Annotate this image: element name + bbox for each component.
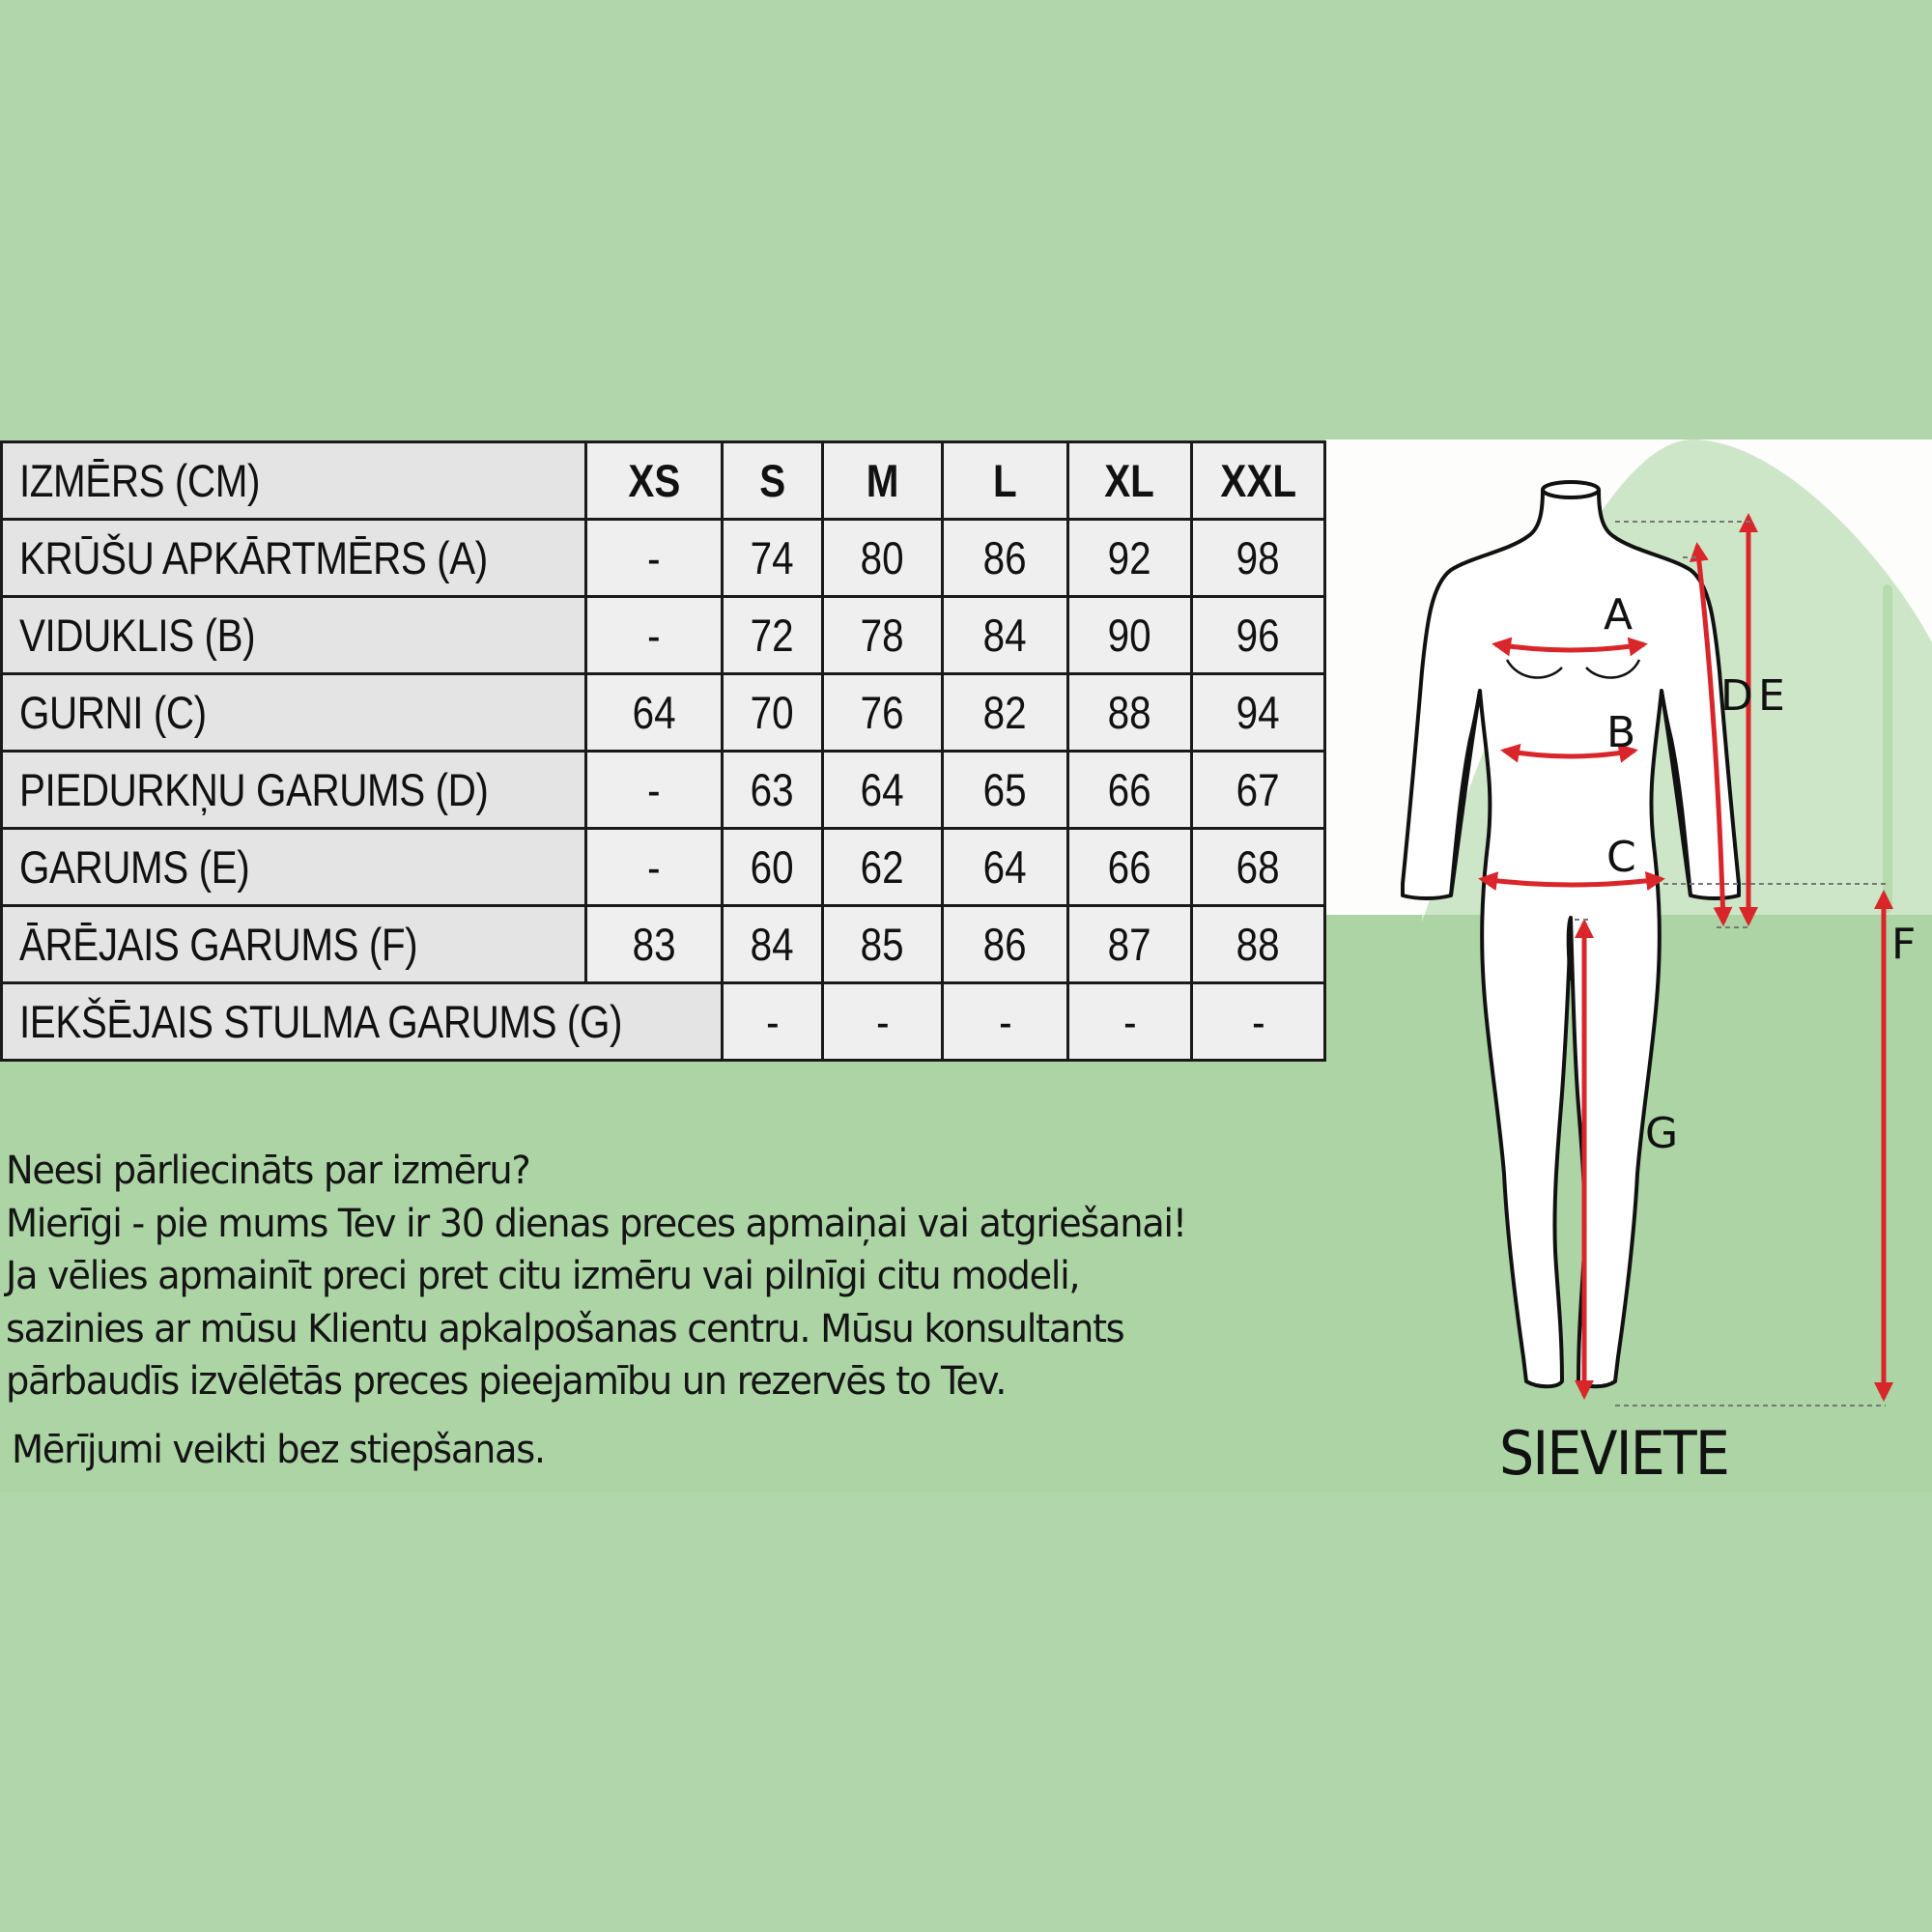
measurement-note: Mērījumi veikti bez stiepšanas.	[12, 1428, 545, 1472]
label-a: A	[1604, 590, 1634, 639]
cell-s: 60	[723, 829, 823, 906]
label-d: D	[1720, 671, 1753, 721]
cell-xs: -	[586, 597, 723, 674]
cell-m: 62	[823, 829, 943, 906]
cell-xxl: 67	[1192, 752, 1325, 829]
cell-m: 64	[823, 752, 943, 829]
figure-caption: SIEVIETE	[1499, 1418, 1729, 1489]
cell-xl: 66	[1068, 829, 1192, 906]
cell-l: -	[943, 983, 1068, 1061]
cell-xs: -	[586, 520, 723, 597]
return-policy-text	[6, 1145, 1236, 1408]
row-label: IEKŠĒJAIS STULMA GARUMS (G)	[2, 983, 723, 1061]
header-size-m: M	[823, 442, 943, 520]
info-line: Mierīgi - pie mums Tev ir 30 dienas preces apmaiņai vai atgriešanai!	[6, 1201, 1186, 1246]
header-size-xxl: XXL	[1192, 442, 1325, 520]
cell-xxl: 94	[1192, 674, 1325, 752]
cell-xl: 88	[1068, 674, 1192, 752]
cell-s: 63	[723, 752, 823, 829]
cell-l: 64	[943, 829, 1068, 906]
header-size-label: IZMĒRS (CM)	[2, 442, 586, 520]
row-label: PIEDURKŅU GARUMS (D)	[2, 752, 586, 829]
table-row-waist	[2, 597, 1325, 674]
cell-l: 84	[943, 597, 1068, 674]
cell-l: 65	[943, 752, 1068, 829]
cell-l: 86	[943, 520, 1068, 597]
cell-m: 76	[823, 674, 943, 752]
cell-xl: 87	[1068, 906, 1192, 983]
row-label: KRŪŠU APKĀRTMĒRS (A)	[2, 520, 586, 597]
cell-xl: -	[1068, 983, 1192, 1061]
label-b: B	[1606, 708, 1636, 757]
cell-xs: 64	[586, 674, 723, 752]
cell-m: 78	[823, 597, 943, 674]
header-size-xs: XS	[586, 442, 723, 520]
cell-l: 86	[943, 906, 1068, 983]
header-size-xl: XL	[1068, 442, 1192, 520]
row-label: VIDUKLIS (B)	[2, 597, 586, 674]
table-row-sleeve-length	[2, 752, 1325, 829]
table-row-inseam	[2, 983, 1325, 1061]
table-row-outer-length	[2, 906, 1325, 983]
header-size-s: S	[723, 442, 823, 520]
cell-s: 84	[723, 906, 823, 983]
decor-bar	[1883, 584, 1892, 913]
row-label: GURNI (C)	[2, 674, 586, 752]
cell-xs: 83	[586, 906, 723, 983]
cell-xl: 66	[1068, 752, 1192, 829]
header-size-l: L	[943, 442, 1068, 520]
info-line: Neesi pārliecināts par izmēru?	[6, 1149, 530, 1193]
info-line: pārbaudīs izvēlētās preces pieejamību un rezervēs to Tev.	[6, 1359, 1007, 1404]
cell-xs: -	[586, 829, 723, 906]
woman-silhouette-icon	[1403, 482, 1739, 1386]
cell-xxl: 88	[1192, 906, 1325, 983]
row-label: ĀRĒJAIS GARUMS (F)	[2, 906, 586, 983]
info-line: Ja vēlies apmainīt preci pret citu izmēru vai pilnīgi citu modeli,	[6, 1254, 1080, 1298]
neck-top	[1543, 482, 1599, 497]
table-row-chest	[2, 520, 1325, 597]
cell-xl: 92	[1068, 520, 1192, 597]
info-line: sazinies ar mūsu Klientu apkalpošanas centru. Mūsu konsultants	[6, 1306, 1124, 1351]
cell-xxl: 68	[1192, 829, 1325, 906]
cell-xxl: -	[1192, 983, 1325, 1061]
cell-s: -	[723, 983, 823, 1061]
table-row-length	[2, 829, 1325, 906]
size-table	[0, 440, 1326, 1062]
row-label: GARUMS (E)	[2, 829, 586, 906]
cell-s: 72	[723, 597, 823, 674]
label-g: G	[1645, 1109, 1679, 1158]
cell-xxl: 98	[1192, 520, 1325, 597]
label-f: F	[1891, 920, 1917, 969]
label-c: C	[1606, 833, 1636, 882]
cell-l: 82	[943, 674, 1068, 752]
cell-m: 85	[823, 906, 943, 983]
cell-m: 80	[823, 520, 943, 597]
cell-s: 74	[723, 520, 823, 597]
cell-xxl: 96	[1192, 597, 1325, 674]
cell-xs: -	[586, 752, 723, 829]
cell-s: 70	[723, 674, 823, 752]
table-row-hips	[2, 674, 1325, 752]
cell-m: -	[823, 983, 943, 1061]
table-header-row	[2, 442, 1325, 520]
cell-xl: 90	[1068, 597, 1192, 674]
label-e: E	[1758, 671, 1785, 721]
